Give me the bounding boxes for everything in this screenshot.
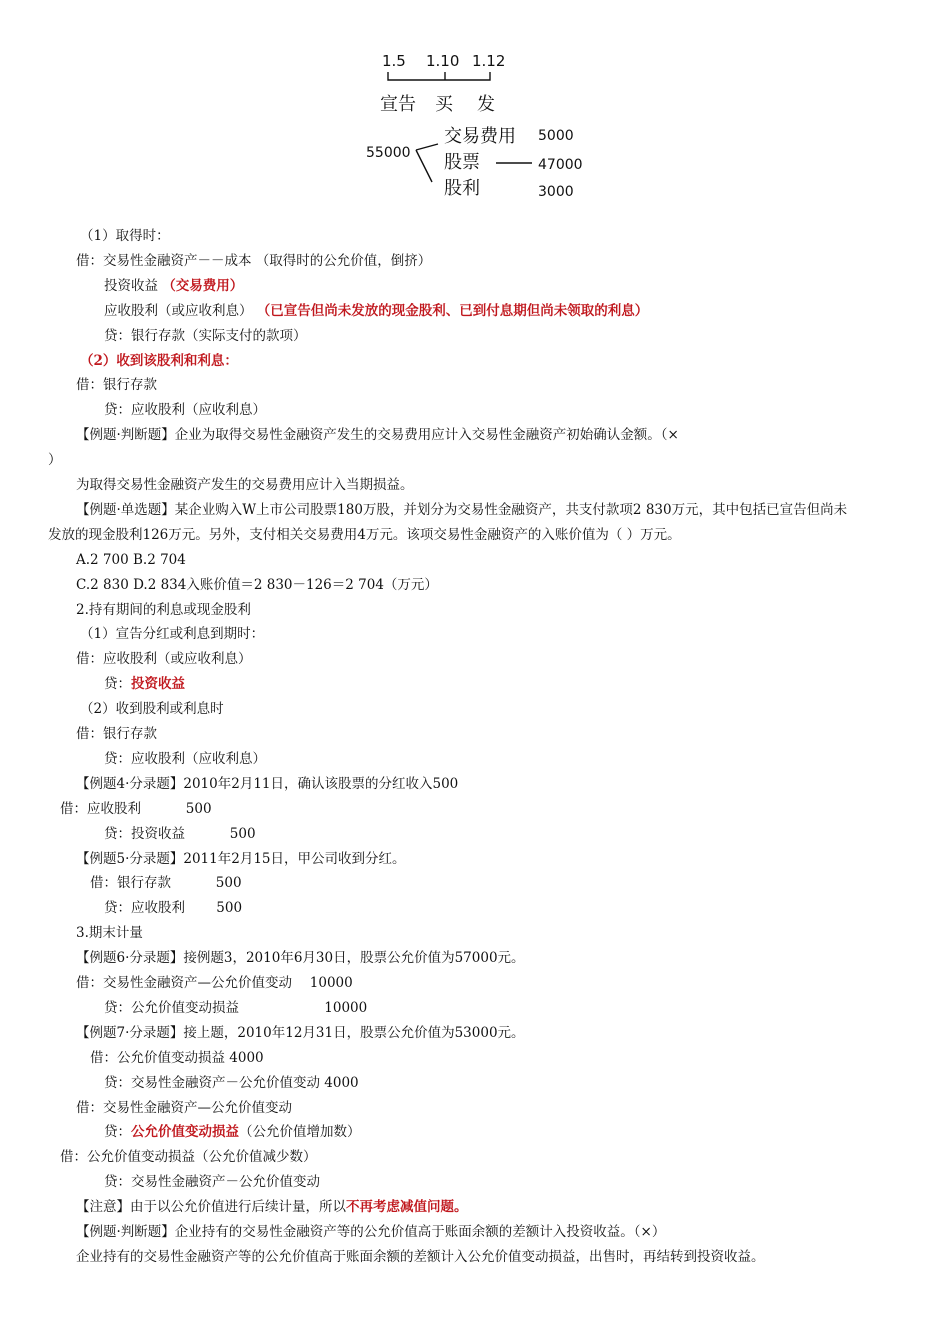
date-label: 1.10 <box>426 52 460 70</box>
text-line <box>76 1098 292 1118</box>
text-segment: 借：交易性金融资产－－成本 （取得时的公允价值，倒挤） <box>76 252 432 269</box>
text-line <box>80 699 224 719</box>
text-segment: 借：银行存款 500 <box>90 875 242 892</box>
highlighted-text: （交易费用） <box>162 277 244 294</box>
text-line <box>76 475 414 495</box>
text-line <box>76 375 157 395</box>
text-segment: 贷：应收股利 500 <box>104 900 243 917</box>
text-segment: 借：交易性金融资产—公允价值变动 10000 <box>76 975 353 991</box>
text-line <box>104 824 256 844</box>
text-line <box>104 326 307 346</box>
item-amount: 47000 <box>538 157 583 173</box>
text-line <box>76 1247 765 1267</box>
transaction-timeline-diagram <box>360 40 610 215</box>
text-line <box>104 400 266 420</box>
text-segment: 贷：银行存款（实际支付的款项） <box>104 327 307 344</box>
highlighted-text: 不再考虑减值问题。 <box>346 1199 468 1216</box>
text-line <box>76 724 157 744</box>
total-amount: 55000 <box>366 145 411 161</box>
date-label: 1.5 <box>382 52 406 70</box>
text-segment: 3.期末计量 <box>76 925 143 942</box>
text-segment: 投资收益 <box>104 277 163 294</box>
text-line <box>76 500 847 520</box>
text-line <box>60 1147 317 1167</box>
text-line <box>90 1048 264 1068</box>
text-segment: 发放的现金股利126万元。另外，支付相关交易费用4万元。该项交易性金融资产的入账价值为（ ）万元。 <box>48 526 681 543</box>
text-segment: 贷：交易性金融资产－公允价值变动 <box>104 1174 320 1191</box>
text-line <box>76 774 458 794</box>
text-segment: 2.持有期间的利息或现金股利 <box>76 601 251 618</box>
text-segment: 借：公允价值变动损益 4000 <box>90 1049 264 1066</box>
text-line <box>76 550 186 570</box>
text-segment: 借：银行存款 <box>76 726 157 742</box>
text-segment: 贷：交易性金融资产－公允价值变动 4000 <box>104 1074 359 1091</box>
text-segment: （2）收到股利或利息时 <box>80 701 224 718</box>
text-segment: 【注意】由于以公允价值进行后续计量，所以 <box>76 1199 346 1216</box>
text-line <box>104 1122 361 1142</box>
text-segment: 【例题·单选题】某企业购入W上市公司股票180万股，并划分为交易性金融资产，共支付款项2 830万元，其中包括已宣告但尚未 <box>76 501 848 518</box>
text-segment: 贷：公允价值变动损益 10000 <box>104 999 368 1016</box>
text-segment: 【例题7·分录题】接上题，2010年12月31日，股票公允价值为53000元。 <box>76 1024 525 1041</box>
text-segment: 【例题6·分录题】接例题3，2010年6月30日，股票公允价值为57000元。 <box>76 950 525 967</box>
text-line <box>80 226 170 246</box>
text-segment: ） <box>48 452 62 469</box>
event-label: 发 <box>477 94 495 115</box>
item-label: 股票 <box>444 152 480 173</box>
text-line <box>76 575 438 595</box>
text-segment: （1）取得时： <box>80 228 170 244</box>
text-line <box>76 251 431 271</box>
text-line <box>104 998 367 1018</box>
text-segment: 【例题5·分录题】2011年2月15日，甲公司收到分红。 <box>76 850 406 867</box>
text-line <box>76 1197 468 1217</box>
text-line <box>76 948 525 968</box>
highlighted-text: 投资收益 <box>131 676 185 693</box>
text-line <box>80 624 264 644</box>
text-line <box>48 450 62 470</box>
date-label: 1.12 <box>472 52 506 70</box>
text-segment: 借：银行存款 <box>76 377 157 394</box>
text-line <box>90 873 242 893</box>
text-segment: 应收股利（或应收利息） <box>104 302 257 319</box>
text-line <box>76 973 353 993</box>
timeline-bracket <box>388 72 490 80</box>
text-line <box>76 649 252 669</box>
item-amount: 5000 <box>538 128 574 144</box>
text-segment: 借：应收股利（或应收利息） <box>76 651 252 668</box>
item-amount: 3000 <box>538 184 574 200</box>
text-line <box>104 276 243 296</box>
text-line <box>104 1172 320 1192</box>
event-label: 宣告 <box>380 94 416 115</box>
event-label: 买 <box>435 94 453 115</box>
text-line <box>104 674 185 694</box>
text-segment: 借：交易性金融资产—公允价值变动 <box>76 1099 292 1116</box>
text-segment: 贷： <box>104 1124 131 1141</box>
text-segment: C.2 830 D.2 834入账价值＝2 830－126＝2 704（万元） <box>76 576 438 593</box>
text-line <box>76 425 679 445</box>
text-segment: 借：应收股利 500 <box>60 800 212 817</box>
highlighted-text: （已宣告但尚未发放的现金股利、已到付息期但尚未领取的利息） <box>256 302 649 319</box>
text-line <box>80 351 238 371</box>
text-line <box>104 1073 359 1093</box>
text-segment: 【例题·判断题】企业持有的交易性金融资产等的公允价值高于账面余额的差额计入投资收益。（×） <box>76 1224 666 1240</box>
text-segment: 【例题·判断题】企业为取得交易性金融资产发生的交易费用应计入交易性金融资产初始确认金额。（× <box>76 427 679 444</box>
text-segment: （公允价值增加数） <box>239 1124 361 1141</box>
text-segment: 贷：投资收益 500 <box>104 825 256 842</box>
text-line <box>76 849 406 869</box>
text-segment: 企业持有的交易性金融资产等的公允价值高于账面余额的差额计入公允价值变动损益，出售时，再结转到投资收益。 <box>76 1248 765 1265</box>
text-line <box>76 600 251 620</box>
text-segment: （1）宣告分红或利息到期时： <box>80 626 265 643</box>
text-segment: 贷： <box>104 676 131 693</box>
text-segment: 借：公允价值变动损益（公允价值减少数） <box>60 1149 317 1166</box>
text-line <box>76 1023 525 1043</box>
text-line <box>76 1222 665 1242</box>
text-segment: 为取得交易性金融资产发生的交易费用应计入当期损益。 <box>76 477 414 493</box>
text-segment: A.2 700 B.2 704 <box>76 551 186 568</box>
highlighted-text: （2）收到该股利和利息： <box>80 352 238 369</box>
item-label: 股利 <box>444 178 480 199</box>
text-segment: 贷：应收股利（应收利息） <box>104 402 266 419</box>
text-segment: 【例题4·分录题】2010年2月11日，确认该股票的分红收入500 <box>76 775 459 792</box>
split-brace <box>416 144 438 182</box>
text-line <box>104 898 242 918</box>
text-segment: 贷：应收股利（应收利息） <box>104 750 266 767</box>
text-line <box>104 749 266 769</box>
text-line <box>48 525 681 545</box>
text-line <box>104 301 648 321</box>
text-line <box>76 923 143 943</box>
text-line <box>60 799 212 819</box>
item-label: 交易费用 <box>444 126 516 147</box>
highlighted-text: 公允价值变动损益 <box>131 1124 239 1141</box>
